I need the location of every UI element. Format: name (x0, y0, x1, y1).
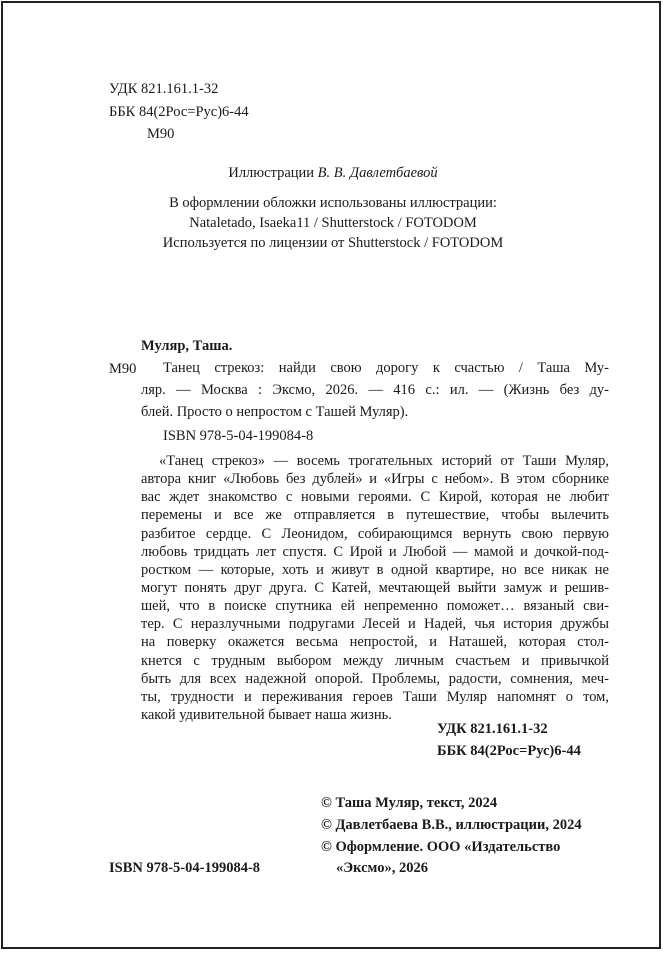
annotation-line: на поверку окажется весьма непростой, и Наташей, которая стол- (141, 634, 609, 651)
udk-code: УДК 821.161.1-32 (109, 81, 219, 97)
record-description-line: блей. Просто о непростом с Ташей Муляр). (141, 404, 409, 420)
copyright-line: © Давлетбаева В.В., иллюстрации, 2024 (321, 817, 582, 833)
annotation-line: «Танец стрекоз» — восемь трогательных историй от Таши Муляр, (159, 453, 609, 469)
annotation-line: шей, что в поиске спутника ей непременно поможет… вязаный сви- (141, 598, 609, 615)
isbn-bottom: ISBN 978-5-04-199084-8 (109, 860, 261, 876)
copyright-line: © Оформление. ООО «Издательство (321, 839, 561, 855)
annotation-line: перемены и все же отправляется в путешествие, чтобы вылечить (141, 507, 609, 524)
copyright-line: © Таша Муляр, текст, 2024 (321, 795, 498, 811)
illustrator-name: В. В. Давлетбаевой (317, 165, 438, 181)
annotation-line: ростком — которые, хоть и живут в одной квартире, но все никак не (141, 561, 609, 578)
bbk-code: ББК 84(2Рос=Рус)6-44 (109, 104, 249, 120)
udk-code-bottom: УДК 821.161.1-32 (437, 721, 548, 737)
cover-credit-line: Nataletado, Isaeka11 / Shutterstock / FOTODOM (189, 215, 477, 231)
cover-credit-line: В оформлении обложки использованы иллюстрации: (169, 195, 497, 211)
bbk-code-bottom: ББК 84(2Рос=Рус)6-44 (437, 743, 581, 759)
author-mark: М90 (147, 126, 175, 142)
copyright-page (1, 1, 661, 949)
record-mark: М90 (109, 361, 137, 377)
annotation-line: разбитое сердце. С Леонидом, собирающимся вернуть свою первую (141, 525, 609, 542)
annotation-line: быть для всех надежной опорой. Проблемы, радости, сомнения, меч- (141, 670, 609, 687)
illustrations-prefix: Иллюстрации (228, 165, 318, 181)
annotation-line: вас ждет знакомство с новыми героями. С Кирой, которая не любит (141, 489, 609, 506)
record-description-line: Танец стрекоз: найди свою дорогу к счастью / Таша Му- (163, 360, 609, 376)
cover-credit-line: Используется по лицензии от Shutterstock / FOTODOM (162, 235, 504, 251)
annotation-line: могут понять друг друга. С Катей, мечтающей выйти замуж и решив- (141, 580, 609, 596)
annotation-line: ты, трудности и переживания героев Таши Муляр напомнят о том, (141, 688, 609, 705)
record-description-line: ляр. — Москва : Эксмо, 2026. — 416 с.: ил. — (Жизнь без ду- (141, 382, 609, 398)
annotation-line: любовь тридцать лет спустя. С Ирой и Любой — мамой и дочкой-под- (141, 543, 609, 560)
annotation-line: кнется с трудным выбором между личным счастьем и привычкой (141, 652, 609, 669)
annotation-line: какой удивительной бывает наша жизнь. (141, 707, 392, 723)
copyright-line: «Эксмо», 2026 (336, 860, 428, 876)
illustrations-credit (3, 163, 661, 183)
record-isbn: ISBN 978-5-04-199084-8 (163, 428, 314, 444)
author-heading: Муляр, Таша. (141, 338, 233, 354)
annotation-line: тер. С неразлучными подругами Лесей и Надей, чья история дружбы (141, 616, 609, 633)
annotation-line: автора книг «Любовь без дублей» и «Игры с небом». В этом сборнике (141, 471, 609, 488)
